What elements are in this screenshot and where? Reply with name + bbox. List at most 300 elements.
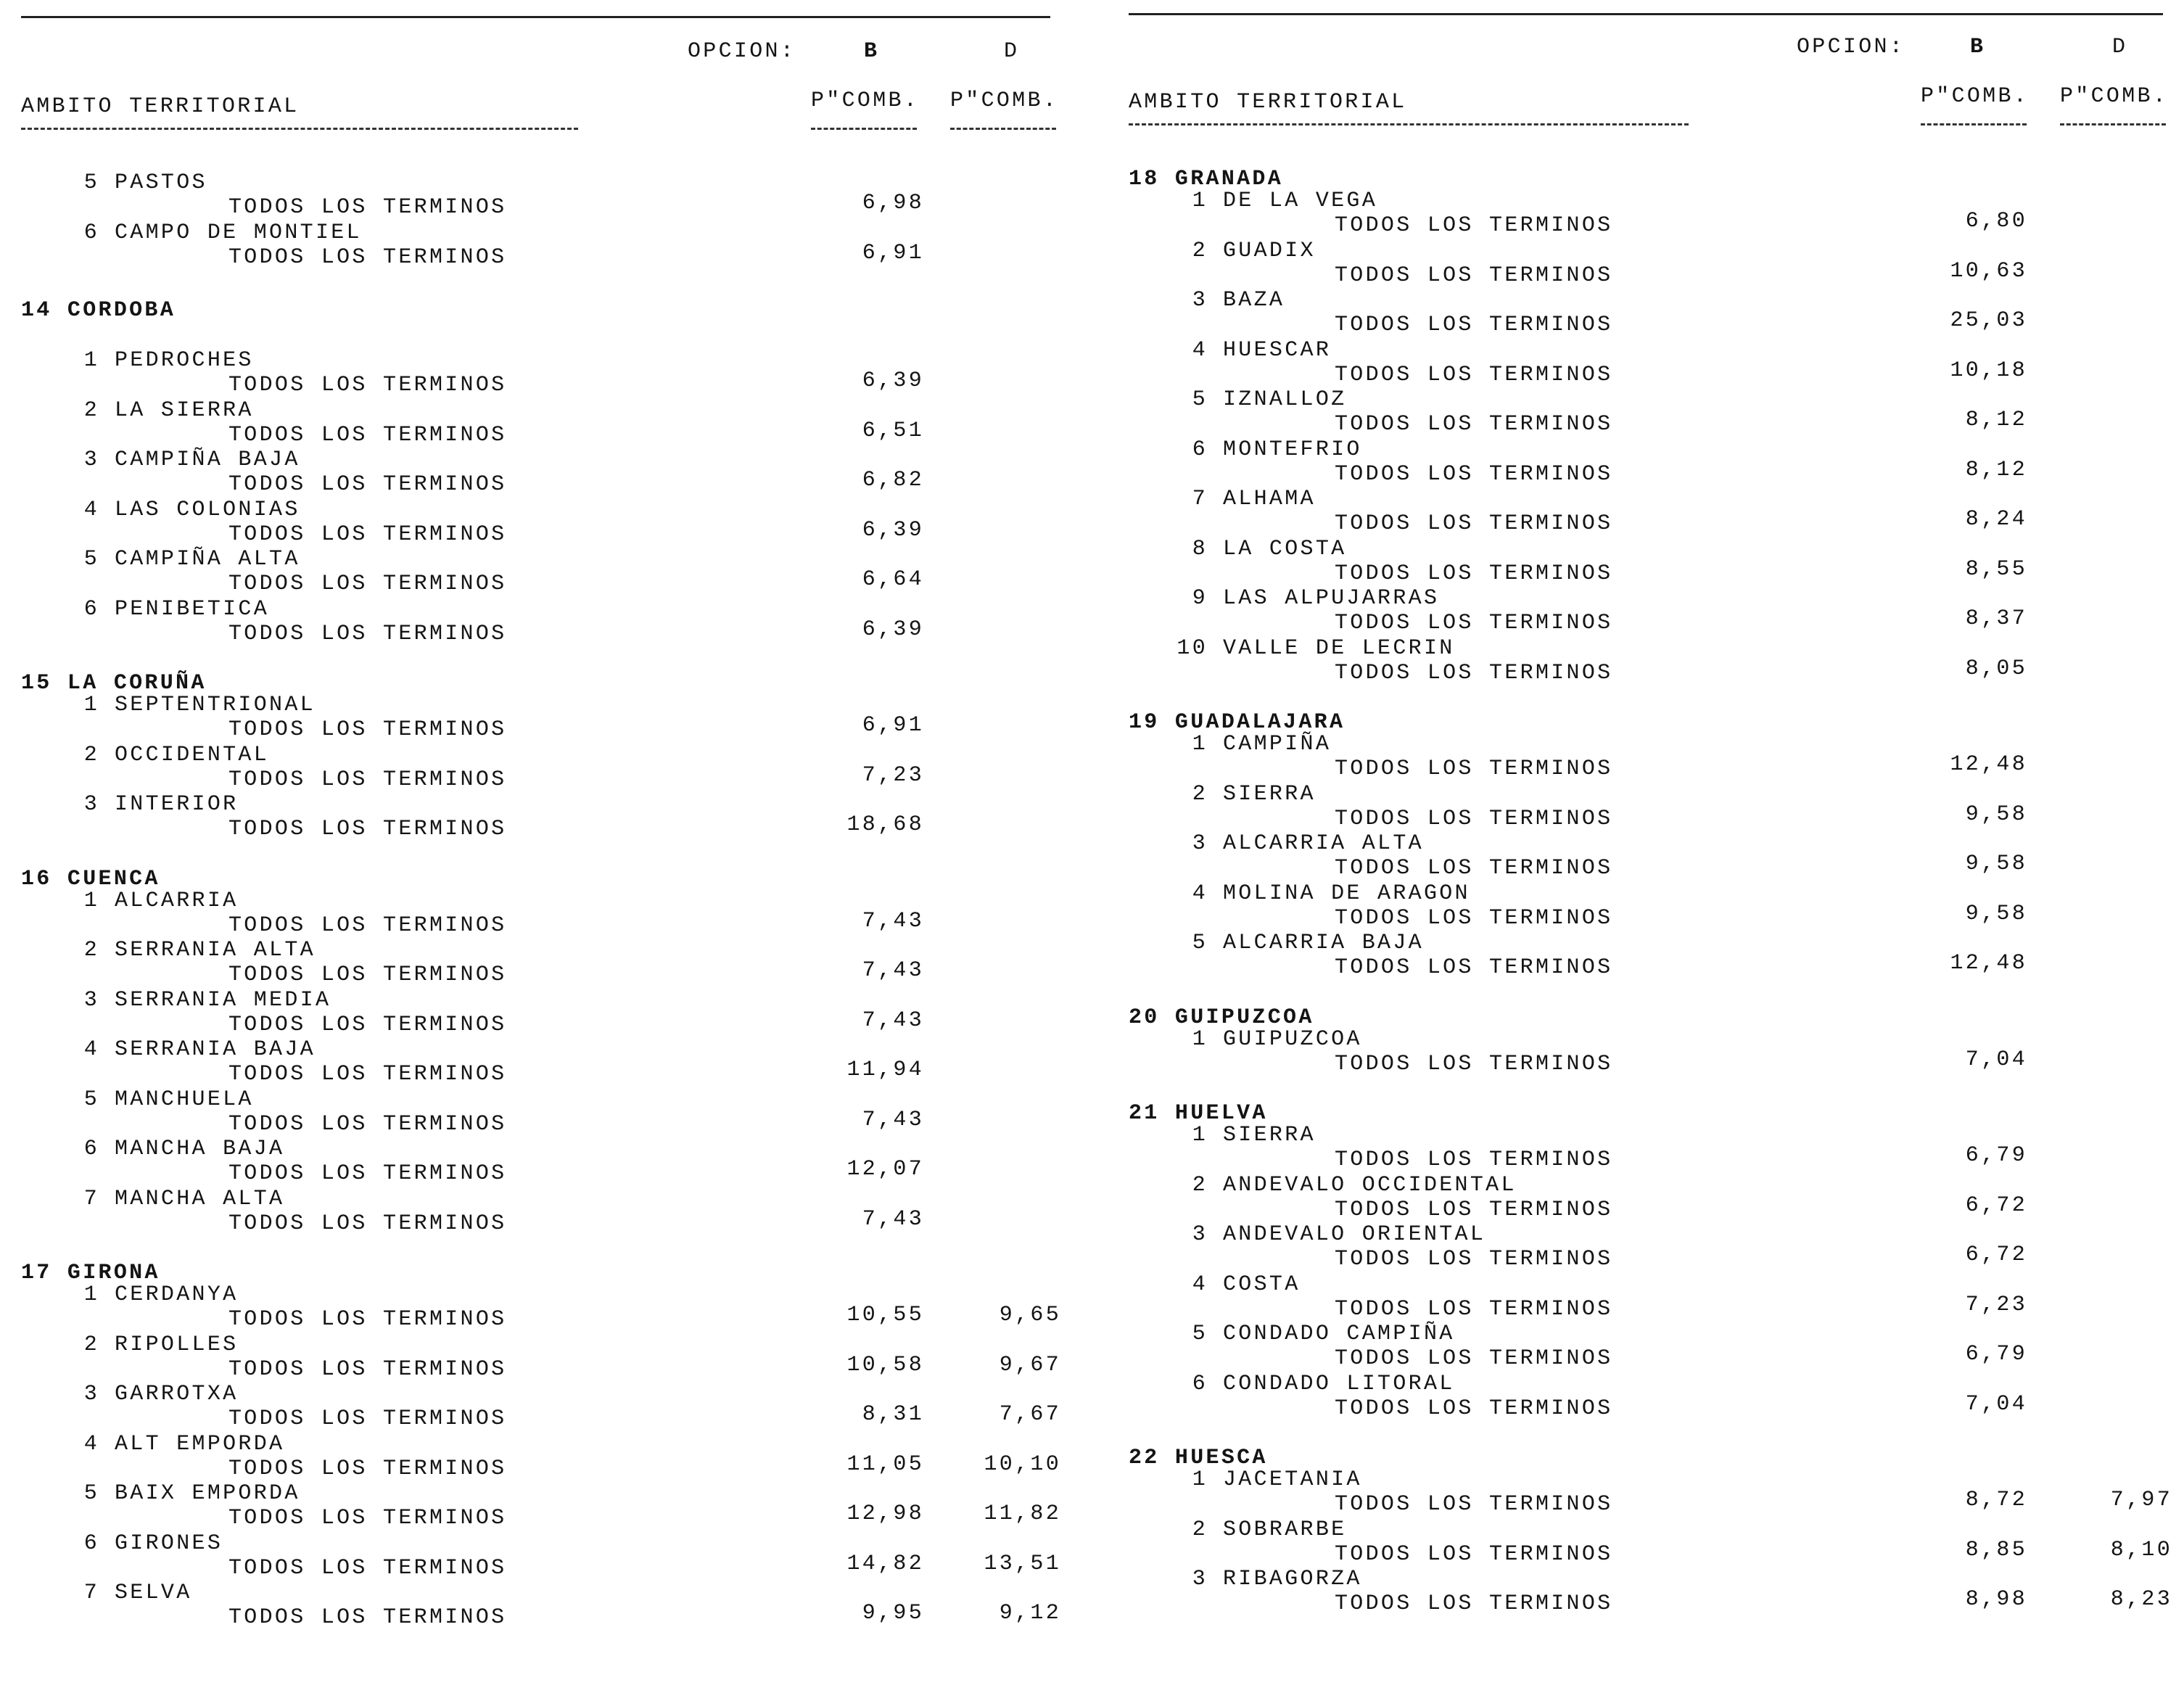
province-number: 14 xyxy=(21,298,52,323)
value-option-b: 9,58 xyxy=(1965,901,2027,926)
dashed-rule xyxy=(2060,123,2166,125)
dashed-rule xyxy=(1129,123,1689,125)
value-option-b: 9,58 xyxy=(1965,802,2027,827)
terms-label: TODOS LOS TERMINOS xyxy=(1335,1396,1613,1421)
terms-label: TODOS LOS TERMINOS xyxy=(1335,955,1613,980)
terms-row xyxy=(1117,556,2180,589)
top-rule xyxy=(1129,13,2163,15)
terms-label: TODOS LOS TERMINOS xyxy=(1335,1197,1613,1222)
region-name: RIBAGORZA xyxy=(1223,1567,1362,1591)
terms-label: TODOS LOS TERMINOS xyxy=(1335,806,1613,831)
region-number: 2 xyxy=(1192,1517,1208,1542)
terms-row xyxy=(0,1504,1066,1533)
province-name: CORDOBA xyxy=(67,298,176,323)
terms-label: TODOS LOS TERMINOS xyxy=(1335,1148,1613,1172)
province-group xyxy=(0,868,1066,1239)
opcion-label: OPCION: xyxy=(1797,35,1905,59)
ambito-territorial-heading: AMBITO TERRITORIAL xyxy=(1129,90,1407,115)
region-name: LAS ALPUJARRAS xyxy=(1223,586,1440,611)
region-number: 6 xyxy=(1192,437,1208,462)
region-number: 4 xyxy=(83,1037,99,1062)
terms-row xyxy=(0,1157,1066,1189)
region-name: SIERRA xyxy=(1223,781,1316,807)
value-option-b: 25,03 xyxy=(1950,308,2027,333)
region-number: 1 xyxy=(1192,1467,1208,1492)
value-option-b: 7,23 xyxy=(1965,1292,2027,1317)
terms-row xyxy=(1117,258,2180,291)
value-option-b: 8,12 xyxy=(1965,408,2027,432)
value-option-b: 11,05 xyxy=(846,1451,924,1477)
region-number: 3 xyxy=(83,1382,99,1406)
terms-label: TODOS LOS TERMINOS xyxy=(1335,461,1613,487)
value-option-d: 9,12 xyxy=(999,1601,1061,1626)
region-name: CAMPIÑA ALTA xyxy=(115,547,300,572)
region-name: CAMPIÑA xyxy=(1223,732,1332,757)
province-name: HUESCA xyxy=(1174,1446,1268,1470)
region-number: 3 xyxy=(1192,1222,1208,1247)
region-name: SOBRARBE xyxy=(1223,1517,1347,1542)
terms-label: TODOS LOS TERMINOS xyxy=(228,1456,507,1481)
value-option-b: 12,48 xyxy=(1950,752,2027,777)
value-option-b: 8,37 xyxy=(1965,606,2027,631)
terms-row xyxy=(0,812,1066,844)
region-name: PENIBETICA xyxy=(115,596,270,622)
column-d-heading: P"COMB. xyxy=(2060,84,2169,109)
terms-label: TODOS LOS TERMINOS xyxy=(1335,1051,1613,1076)
province-heading xyxy=(0,300,1066,350)
terms-label: TODOS LOS TERMINOS xyxy=(1335,263,1613,288)
terms-label: TODOS LOS TERMINOS xyxy=(1335,1247,1613,1272)
region-name: ALHAMA xyxy=(1223,487,1316,511)
terms-row xyxy=(1117,1537,2180,1570)
region-name: MANCHUELA xyxy=(115,1087,254,1112)
terms-row xyxy=(1117,209,2180,241)
region-name: PASTOS xyxy=(115,170,207,195)
option-b-label: B xyxy=(864,39,880,64)
region-name: LAS COLONIAS xyxy=(115,497,300,522)
value-option-b: 8,72 xyxy=(1965,1488,2027,1512)
province-heading xyxy=(0,868,1066,891)
region-name: LA SIERRA xyxy=(115,398,254,423)
region-name: HUESCAR xyxy=(1223,337,1332,363)
region-number: 1 xyxy=(83,693,99,717)
terms-label: TODOS LOS TERMINOS xyxy=(228,1356,507,1382)
terms-label: TODOS LOS TERMINOS xyxy=(228,767,507,792)
terms-row xyxy=(1117,1047,2180,1079)
region-name: SERRANIA MEDIA xyxy=(115,987,331,1013)
terms-label: TODOS LOS TERMINOS xyxy=(228,621,507,646)
value-option-b: 6,98 xyxy=(862,191,924,215)
province-name: HUELVA xyxy=(1174,1101,1268,1126)
province-group xyxy=(1117,1103,2180,1423)
region-number: 1 xyxy=(83,888,99,913)
terms-label: TODOS LOS TERMINOS xyxy=(228,1605,507,1630)
value-option-d: 13,51 xyxy=(984,1551,1061,1576)
terms-label: TODOS LOS TERMINOS xyxy=(1335,1541,1613,1567)
terms-label: TODOS LOS TERMINOS xyxy=(1335,856,1613,881)
province-heading xyxy=(1117,1103,2180,1125)
terms-label: TODOS LOS TERMINOS xyxy=(1335,1591,1613,1616)
region-name: JACETANIA xyxy=(1223,1467,1362,1492)
province-name: GRANADA xyxy=(1174,167,1284,191)
region-name: SIERRA xyxy=(1223,1123,1316,1148)
terms-label: TODOS LOS TERMINOS xyxy=(228,817,507,841)
terms-row xyxy=(0,1601,1066,1633)
province-heading xyxy=(1117,712,2180,734)
column-b-heading: P"COMB. xyxy=(1921,84,2030,109)
region-name: BAIX EMPORDA xyxy=(115,1481,300,1506)
region-number: 3 xyxy=(1192,1567,1208,1591)
region-number: 10 xyxy=(1177,635,1208,661)
terms-row xyxy=(0,908,1066,941)
column-b-heading: P"COMB. xyxy=(811,88,920,113)
terms-row xyxy=(1117,656,2180,688)
terms-label: TODOS LOS TERMINOS xyxy=(228,1506,507,1531)
terms-row xyxy=(1117,1587,2180,1619)
region-name: CONDADO CAMPIÑA xyxy=(1223,1322,1455,1346)
region-number: 5 xyxy=(83,170,99,195)
terms-label: TODOS LOS TERMINOS xyxy=(228,1012,507,1037)
terms-row xyxy=(0,368,1066,400)
region-number: 2 xyxy=(1192,238,1208,263)
province-number: 18 xyxy=(1129,167,1160,191)
region-number: 6 xyxy=(83,1137,99,1161)
region-name: DE LA VEGA xyxy=(1223,189,1378,213)
region-name: LA COSTA xyxy=(1223,536,1347,561)
province-name: LA CORUÑA xyxy=(67,671,207,696)
region-number: 2 xyxy=(83,742,99,767)
region-number: 2 xyxy=(83,398,99,423)
value-option-d: 11,82 xyxy=(984,1502,1061,1526)
region-number: 1 xyxy=(1192,189,1208,213)
region-name: GUADIX xyxy=(1223,238,1316,263)
terms-label: TODOS LOS TERMINOS xyxy=(1335,1346,1613,1371)
value-option-b: 12,07 xyxy=(846,1157,924,1182)
region-number: 5 xyxy=(1192,387,1208,412)
value-option-b: 6,64 xyxy=(862,567,924,592)
terms-row xyxy=(0,517,1066,550)
province-group xyxy=(1117,1447,2180,1619)
value-option-d: 9,67 xyxy=(999,1352,1061,1377)
terms-row xyxy=(0,1352,1066,1385)
value-option-b: 10,58 xyxy=(846,1352,924,1377)
region-name: COSTA xyxy=(1223,1272,1301,1297)
value-option-b: 8,05 xyxy=(1965,656,2027,681)
region-number: 2 xyxy=(83,1332,99,1357)
terms-row xyxy=(0,958,1066,990)
value-option-b: 7,43 xyxy=(862,908,924,934)
province-heading xyxy=(1117,1447,2180,1470)
value-option-b: 8,12 xyxy=(1965,457,2027,482)
province-heading xyxy=(0,1262,1066,1285)
terms-label: TODOS LOS TERMINOS xyxy=(1335,561,1613,586)
region-number: 1 xyxy=(1192,732,1208,757)
terms-row xyxy=(1117,752,2180,784)
terms-label: TODOS LOS TERMINOS xyxy=(228,1406,507,1431)
terms-row xyxy=(0,468,1066,500)
region-name: ALCARRIA BAJA xyxy=(1223,931,1424,955)
province-group xyxy=(0,672,1066,844)
value-option-d: 7,97 xyxy=(2110,1488,2172,1512)
region-name: GIRONES xyxy=(115,1531,223,1556)
option-b-label: B xyxy=(1970,35,1986,59)
region-number: 3 xyxy=(83,448,99,472)
value-option-b: 10,63 xyxy=(1950,258,2027,284)
terms-row xyxy=(1117,1143,2180,1175)
dashed-rule xyxy=(811,128,917,130)
region-name: SERRANIA ALTA xyxy=(115,938,316,963)
region-number: 6 xyxy=(1192,1371,1208,1396)
terms-label: TODOS LOS TERMINOS xyxy=(228,1161,507,1186)
region-number: 4 xyxy=(1192,881,1208,906)
province-group xyxy=(0,1262,1066,1633)
value-option-b: 12,48 xyxy=(1950,951,2027,976)
terms-row xyxy=(1117,1292,2180,1325)
value-option-b: 6,39 xyxy=(862,517,924,543)
region-number: 6 xyxy=(83,596,99,622)
terms-label: TODOS LOS TERMINOS xyxy=(1335,313,1613,337)
terms-row xyxy=(1117,507,2180,539)
value-option-b: 8,24 xyxy=(1965,507,2027,532)
option-d-label: D xyxy=(2112,35,2128,59)
region-name: ALCARRIA xyxy=(115,888,239,913)
terms-row xyxy=(0,713,1066,745)
terms-row xyxy=(1117,951,2180,983)
region-name: MANCHA BAJA xyxy=(115,1137,285,1161)
region-number: 7 xyxy=(83,1581,99,1605)
terms-label: TODOS LOS TERMINOS xyxy=(1335,213,1613,238)
table-body xyxy=(0,170,1066,1633)
region-number: 3 xyxy=(1192,288,1208,313)
terms-row xyxy=(0,1060,1066,1090)
province-heading xyxy=(0,672,1066,695)
region-name: MOLINA DE ARAGON xyxy=(1223,881,1470,906)
value-option-b: 6,91 xyxy=(862,240,924,265)
terms-label: TODOS LOS TERMINOS xyxy=(228,572,507,596)
region-number: 4 xyxy=(83,497,99,522)
region-number: 4 xyxy=(1192,337,1208,363)
terms-row xyxy=(1117,802,2180,834)
terms-label: TODOS LOS TERMINOS xyxy=(228,1211,507,1236)
province-group xyxy=(1117,1007,2180,1079)
region-name: ANDEVALO OCCIDENTAL xyxy=(1223,1172,1517,1198)
terms-row xyxy=(1117,308,2180,340)
province-heading xyxy=(1117,168,2180,191)
province-group xyxy=(0,300,1066,648)
region-name: BAZA xyxy=(1223,288,1285,313)
region-number: 5 xyxy=(83,547,99,572)
terms-label: TODOS LOS TERMINOS xyxy=(1335,660,1613,685)
column-d-heading: P"COMB. xyxy=(950,88,1059,113)
region-name: SEPTENTRIONAL xyxy=(115,693,316,717)
dashed-rule xyxy=(950,128,1056,130)
terms-row xyxy=(1117,408,2180,440)
province-number: 17 xyxy=(21,1261,52,1285)
region-number: 4 xyxy=(1192,1272,1208,1297)
value-option-b: 6,39 xyxy=(862,368,924,393)
value-option-b: 6,79 xyxy=(1965,1342,2027,1367)
province-number: 22 xyxy=(1129,1446,1160,1470)
value-option-b: 7,04 xyxy=(1965,1047,2027,1072)
terms-row xyxy=(1117,606,2180,638)
terms-row xyxy=(0,418,1066,450)
value-option-d: 8,23 xyxy=(2110,1587,2172,1612)
value-option-b: 6,80 xyxy=(1965,209,2027,234)
terms-row xyxy=(1117,457,2180,490)
region-number: 1 xyxy=(83,348,99,373)
region-name: SELVA xyxy=(115,1581,192,1605)
province-group xyxy=(1117,712,2180,983)
terms-label: TODOS LOS TERMINOS xyxy=(228,717,507,742)
terms-row xyxy=(1117,854,2180,884)
terms-label: TODOS LOS TERMINOS xyxy=(228,913,507,938)
terms-row xyxy=(0,1551,1066,1583)
terms-label: TODOS LOS TERMINOS xyxy=(228,963,507,987)
terms-label: TODOS LOS TERMINOS xyxy=(228,373,507,398)
value-option-d: 8,10 xyxy=(2110,1537,2172,1562)
terms-label: TODOS LOS TERMINOS xyxy=(1335,905,1613,931)
value-option-b: 18,68 xyxy=(846,812,924,837)
terms-row xyxy=(0,240,1066,273)
province-number: 15 xyxy=(21,671,52,696)
region-number: 5 xyxy=(1192,1322,1208,1346)
terms-label: TODOS LOS TERMINOS xyxy=(1335,1492,1613,1517)
region-number: 1 xyxy=(83,1282,99,1307)
terms-label: TODOS LOS TERMINOS xyxy=(228,522,507,547)
terms-label: TODOS LOS TERMINOS xyxy=(1335,412,1613,437)
province-name: GUIPUZCOA xyxy=(1174,1005,1314,1030)
terms-label: TODOS LOS TERMINOS xyxy=(228,1307,507,1332)
opcion-label: OPCION: xyxy=(688,39,796,64)
terms-row xyxy=(1117,1193,2180,1225)
region-name: CAMPO DE MONTIEL xyxy=(115,220,362,245)
region-name: ALT EMPORDA xyxy=(115,1431,285,1457)
value-option-b: 6,82 xyxy=(862,468,924,493)
region-name: VALLE DE LECRIN xyxy=(1223,635,1455,661)
value-option-b: 7,43 xyxy=(862,1107,924,1132)
region-name: GARROTXA xyxy=(115,1382,239,1406)
region-name: IZNALLOZ xyxy=(1223,387,1347,412)
region-name: ANDEVALO ORIENTAL xyxy=(1223,1222,1486,1247)
option-d-label: D xyxy=(1004,39,1020,64)
value-option-b: 6,51 xyxy=(862,418,924,443)
value-option-b: 10,18 xyxy=(1950,358,2027,383)
region-name: MONTEFRIO xyxy=(1223,437,1362,462)
terms-label: TODOS LOS TERMINOS xyxy=(228,1111,507,1137)
region-name: OCCIDENTAL xyxy=(115,742,270,767)
region-number: 2 xyxy=(1192,1172,1208,1198)
region-number: 1 xyxy=(1192,1123,1208,1148)
region-number: 3 xyxy=(83,792,99,817)
table-body xyxy=(1117,168,2180,1619)
terms-row xyxy=(0,1402,1066,1434)
region-name: GUIPUZCOA xyxy=(1223,1026,1362,1052)
region-number: 5 xyxy=(1192,931,1208,955)
terms-label: TODOS LOS TERMINOS xyxy=(228,422,507,448)
value-option-b: 6,39 xyxy=(862,617,924,642)
region-number: 3 xyxy=(1192,831,1208,856)
right-page xyxy=(1117,0,2180,1697)
ambito-territorial-heading: AMBITO TERRITORIAL xyxy=(21,94,300,119)
value-option-b: 6,79 xyxy=(1965,1143,2027,1168)
value-option-b: 8,31 xyxy=(862,1402,924,1427)
region-name: CERDANYA xyxy=(115,1282,239,1307)
province-number: 19 xyxy=(1129,710,1160,735)
region-number: 2 xyxy=(83,938,99,963)
terms-row xyxy=(0,1451,1066,1484)
value-option-b: 11,94 xyxy=(846,1058,924,1082)
value-option-d: 10,10 xyxy=(984,1451,1061,1477)
terms-row xyxy=(1117,1488,2180,1520)
terms-row xyxy=(0,762,1066,795)
terms-row xyxy=(0,617,1066,649)
region-number: 2 xyxy=(1192,781,1208,807)
region-name: PEDROCHES xyxy=(115,348,254,373)
province-heading xyxy=(1117,1007,2180,1029)
province-number: 20 xyxy=(1129,1005,1160,1030)
province-group xyxy=(0,170,1066,272)
region-number: 5 xyxy=(83,1087,99,1112)
region-number: 8 xyxy=(1192,536,1208,561)
terms-row xyxy=(1117,1342,2180,1374)
province-number: 21 xyxy=(1129,1101,1160,1126)
terms-row xyxy=(0,1303,1066,1335)
terms-label: TODOS LOS TERMINOS xyxy=(1335,511,1613,536)
region-number: 9 xyxy=(1192,586,1208,611)
terms-label: TODOS LOS TERMINOS xyxy=(1335,1296,1613,1322)
value-option-b: 7,23 xyxy=(862,762,924,788)
terms-row xyxy=(1117,901,2180,934)
terms-label: TODOS LOS TERMINOS xyxy=(228,1062,507,1087)
terms-label: TODOS LOS TERMINOS xyxy=(228,1555,507,1581)
terms-row xyxy=(0,1107,1066,1140)
value-option-b: 9,95 xyxy=(862,1601,924,1626)
region-name: SERRANIA BAJA xyxy=(115,1037,316,1062)
terms-label: TODOS LOS TERMINOS xyxy=(1335,611,1613,635)
terms-label: TODOS LOS TERMINOS xyxy=(228,472,507,497)
value-option-b: 12,98 xyxy=(846,1502,924,1526)
region-name: CONDADO LITORAL xyxy=(1223,1371,1455,1396)
value-option-b: 6,72 xyxy=(1965,1193,2027,1218)
province-name: GUADALAJARA xyxy=(1174,710,1346,735)
terms-row xyxy=(1117,1245,2180,1274)
terms-row xyxy=(1117,358,2180,390)
terms-label: TODOS LOS TERMINOS xyxy=(1335,362,1613,387)
value-option-b: 7,43 xyxy=(862,1206,924,1232)
terms-label: TODOS LOS TERMINOS xyxy=(1335,757,1613,781)
left-page xyxy=(0,0,1066,1701)
region-number: 7 xyxy=(83,1186,99,1211)
region-name: ALCARRIA ALTA xyxy=(1223,831,1424,856)
dashed-rule xyxy=(1921,123,2027,125)
region-name: CAMPIÑA BAJA xyxy=(115,448,300,472)
value-option-b: 14,82 xyxy=(846,1551,924,1576)
value-option-b: 8,85 xyxy=(1965,1537,2027,1562)
province-number: 16 xyxy=(21,866,52,891)
terms-row xyxy=(0,1008,1066,1040)
value-option-b: 10,55 xyxy=(846,1303,924,1327)
value-option-b: 7,04 xyxy=(1965,1391,2027,1417)
terms-label: TODOS LOS TERMINOS xyxy=(228,244,507,270)
region-name: RIPOLLES xyxy=(115,1332,239,1357)
terms-row xyxy=(1117,1391,2180,1424)
region-number: 6 xyxy=(83,1531,99,1556)
region-number: 1 xyxy=(1192,1026,1208,1052)
value-option-b: 7,43 xyxy=(862,1008,924,1033)
region-name: MANCHA ALTA xyxy=(115,1186,285,1211)
region-number: 7 xyxy=(1192,487,1208,511)
terms-label: TODOS LOS TERMINOS xyxy=(228,195,507,220)
